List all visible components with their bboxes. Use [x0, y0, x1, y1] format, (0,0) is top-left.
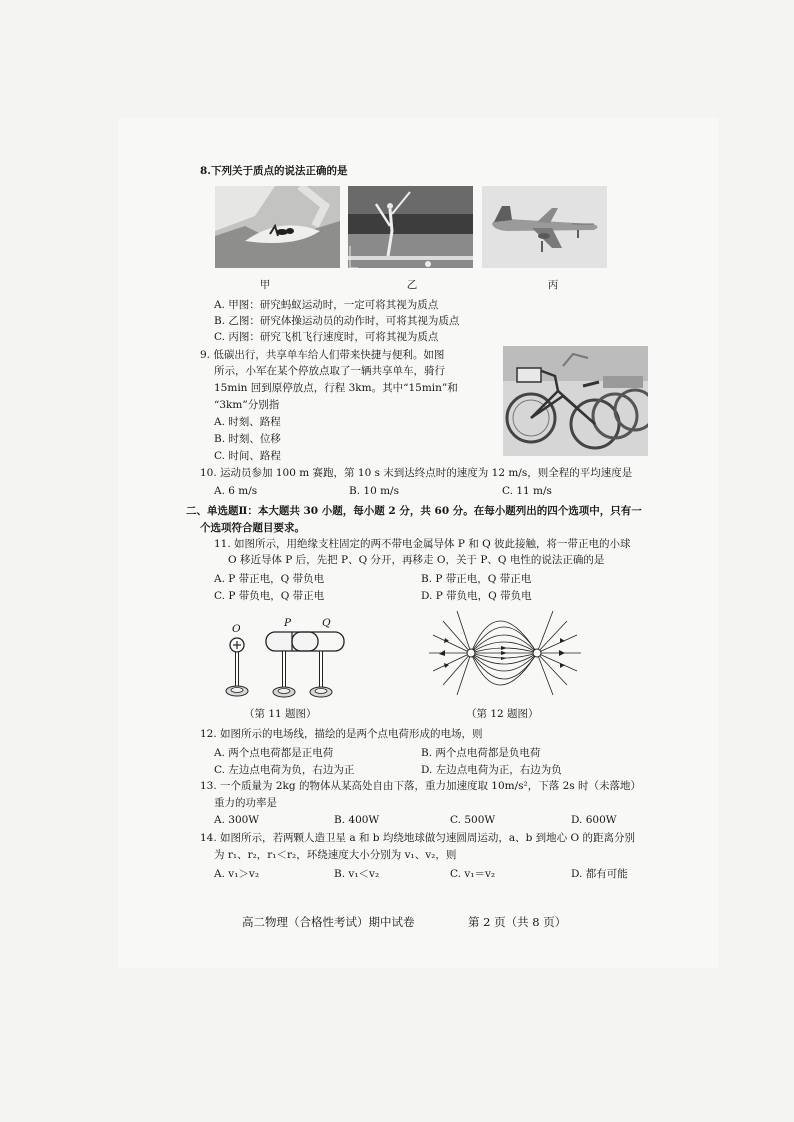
q14-option-d: D. 都有可能	[571, 868, 628, 880]
q9-line-2: 所示，小军在某个停放点取了一辆共享单车，骑行	[214, 365, 445, 377]
q12-option-c: C. 左边点电荷为负，右边为正	[214, 764, 355, 776]
caption-fig-12: （第 12 题图）	[466, 708, 539, 720]
q11-option-d: D. P 带负电，Q 带负电	[421, 590, 532, 602]
q8-option-c: C. 丙图：研究飞机飞行速度时，可将其视为质点	[214, 331, 439, 343]
q10-option-a: A. 6 m/s	[214, 485, 258, 497]
q14-option-a: A. v₁＞v₂	[214, 868, 260, 880]
photo-gymnast	[348, 186, 473, 268]
q14-line-1: 14. 如图所示，若两颗人造卫星 a 和 b 均绕地球做匀速圆周运动，a、b 到地心 O 的距离分别	[200, 832, 635, 844]
q8-option-b: B. 乙图：研究体操运动员的动作时，可将其视为质点	[214, 315, 460, 327]
caption-jia: 甲	[259, 279, 271, 291]
q8-stem: 8.下列关于质点的说法正确的是	[200, 165, 348, 177]
label-q: Q	[322, 617, 331, 629]
q12-option-d: D. 左边点电荷为正，右边为负	[421, 764, 562, 776]
q11-line-1: 11. 如图所示，用绝缘支柱固定的两不带电金属导体 P 和 Q 彼此接触，将一带正电的小球	[214, 538, 631, 550]
q10-stem: 10. 运动员参加 100 m 赛跑，第 10 s 末到达终点时的速度为 12 m/s，则全程的平均速度是	[200, 467, 633, 479]
q12-stem: 12. 如图所示的电场线，描绘的是两个点电荷形成的电场，则	[200, 728, 483, 740]
q14-line-2: 为 r₁、r₂，r₁＜r₂，环绕速度大小分别为 v₁、v₂，则	[214, 849, 457, 861]
q9-option-c: C. 时间、路程	[214, 450, 281, 462]
q9-line-3: 15min 回到原停放点，行程 3km。其中“15min”和	[214, 382, 458, 394]
q11-line-2: O 移近导体 P 后，先把 P、Q 分开，再移走 O，关于 P、Q 电性的说法正确的是	[228, 554, 605, 566]
caption-fig-11: （第 11 题图）	[244, 708, 317, 720]
footer-title: 高二物理（合格性考试）期中试卷	[242, 915, 415, 929]
q11-option-c: C. P 带负电，Q 带正电	[214, 590, 325, 602]
q10-option-c: C. 11 m/s	[502, 485, 552, 497]
q9-option-a: A. 时刻、路程	[214, 416, 281, 428]
q10-option-b: B. 10 m/s	[349, 485, 399, 497]
q13-line-1: 13. 一个质量为 2kg 的物体从某高处自由下落，重力加速度取 10m/s²，下落 2s 时（未落地）	[200, 780, 642, 792]
q9-option-b: B. 时刻、位移	[214, 433, 281, 445]
section-2-heading: 二、单选题Ⅱ：本大题共 30 小题，每小题 2 分，共 60 分。在每小题列出的四个选项中，只有一	[186, 505, 642, 517]
q12-option-a: A. 两个点电荷都是正电荷	[214, 747, 334, 759]
q9-line-1: 9. 低碳出行，共享单车给人们带来快捷与便利。如图	[200, 349, 445, 361]
footer-page-number: 第 2 页（共 8 页）	[468, 915, 567, 929]
q13-option-b: B. 400W	[334, 814, 380, 826]
caption-yi: 乙	[406, 279, 418, 291]
q13-option-d: D. 600W	[571, 814, 617, 826]
photo-shared-bicycles	[503, 346, 648, 456]
label-o: O	[232, 623, 241, 635]
q14-option-b: B. v₁＜v₂	[334, 868, 380, 880]
figure-12-field-lines	[425, 605, 585, 705]
q9-line-4: “3km”分别指	[214, 399, 280, 411]
q11-option-b: B. P 带正电，Q 带正电	[421, 573, 532, 585]
section-2-heading-cont: 个选项符合题目要求。	[200, 522, 305, 534]
q12-option-b: B. 两个点电荷都是负电荷	[421, 747, 541, 759]
photo-airplane	[482, 186, 607, 268]
q13-option-a: A. 300W	[214, 814, 260, 826]
label-p: P	[284, 617, 292, 629]
q13-option-c: C. 500W	[450, 814, 496, 826]
q13-line-2: 重力的功率是	[214, 797, 277, 809]
photo-ant-on-leaf	[215, 186, 340, 268]
q14-option-c: C. v₁＝v₂	[450, 868, 496, 880]
caption-bing: 丙	[547, 279, 559, 291]
q8-option-a: A. 甲图：研究蚂蚁运动时，一定可将其视为质点	[214, 299, 439, 311]
q11-option-a: A. P 带正电，Q 带负电	[214, 573, 325, 585]
